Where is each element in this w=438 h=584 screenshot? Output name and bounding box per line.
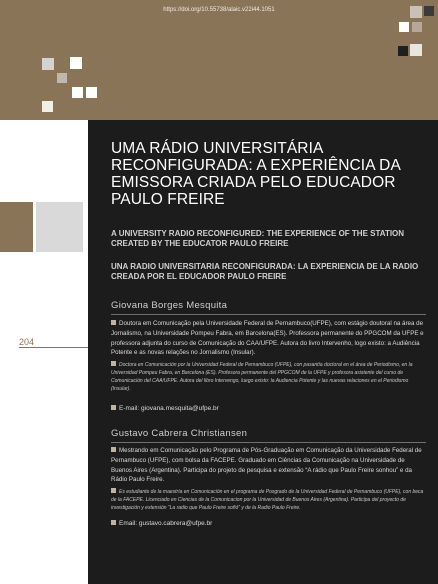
deco-square — [70, 57, 82, 69]
deco-square — [86, 87, 97, 98]
article-title: UMA RÁDIO UNIVERSITÁRIA RECONFIGURADA: A EXPERIÊNCIA DA EMISSORA CRIADA PELO EDUCADOR PAULO FREIRE — [111, 140, 401, 208]
author-divider — [111, 442, 426, 443]
author-bio-es — [111, 488, 426, 512]
author-bio-pt — [111, 319, 426, 358]
deco-square — [412, 22, 422, 32]
deco-square — [72, 87, 83, 98]
header-band — [0, 0, 438, 120]
author-name: Gustavo Cabrera Christiansen — [111, 428, 248, 439]
square-bullet-icon — [111, 520, 116, 525]
deco-square — [410, 6, 422, 18]
author-email — [111, 405, 426, 412]
article-title-spanish: UNA RADIO UNIVERSITARIA RECONFIGURADA: LA EXPERIENCIA DE LA RADIO CREADA POR EL EDUCADOR PAULO FREIRE — [111, 262, 419, 281]
article-title-english: A UNIVERSITY RADIO RECONFIGURED: THE EXPERIENCE OF THE STATION CREATED BY THE EDUCATOR PAULO FREIRE — [111, 229, 405, 248]
author-bio-es — [111, 361, 426, 393]
author-bio-es-text: Doctora en Comunicación por la Universidad Federal de Pernambuco (UFPE), con pasantía doctoral en el área de Periodismo, en la Universidad Pompeu Fabra, en Barcelona (ES). Profesora permanente del PPGCOM de la UFPE y profesora asistente del curso de Comunicación del CAA/UFPE. Autora del libro Intervengo, luego existo: la Audiencia Potente y las nuevas relaciones en el Periodismo (Insular). — [111, 362, 413, 392]
author-email-text[interactable]: Email: gustavo.cabrera@ufpe.br — [119, 520, 213, 527]
deco-square — [42, 58, 54, 70]
square-bullet-icon — [111, 320, 116, 325]
author-email-text[interactable]: E-mail: giovana.mesquita@ufpe.br — [119, 405, 219, 412]
author-bio-pt — [111, 446, 426, 485]
deco-square — [398, 46, 408, 56]
side-block-brown — [0, 202, 33, 252]
author-email — [111, 520, 426, 527]
page-number: 204 — [19, 337, 35, 347]
deco-square — [424, 6, 434, 16]
deco-square — [399, 22, 409, 32]
page-number-rule — [19, 347, 88, 348]
deco-square — [57, 73, 67, 83]
side-block-grey — [36, 202, 83, 252]
author-divider — [111, 314, 426, 315]
square-bullet-icon — [111, 405, 116, 410]
square-bullet-icon — [111, 447, 116, 452]
doi-link[interactable]: https://doi.org/10.55738/alaic.v22i44.1051 — [163, 7, 275, 13]
square-bullet-icon — [111, 361, 116, 366]
deco-square — [410, 44, 422, 56]
square-bullet-icon — [111, 488, 116, 493]
author-name: Giovana Borges Mesquita — [111, 300, 228, 311]
deco-square — [42, 101, 53, 112]
author-bio-es-text: Es estudiante de la maestría en Comunicación en el programa de Posgrado de la Universidad Federal de Pernambuco (UFPE), con beca de la FACEPE. Licenciado en Ciencias de la Comunicacion por la Universidad de Buenos Aires (Argentina). Participa del proyecto de investigación y extensión “La radio que Paulo Freire soñó” y de la Radio Paulo Freire. — [111, 489, 424, 511]
author-bio-pt-text: Mestrando em Comunicação pelo Programa de Pós-Graduação em Comunicação da Universidade Federal de Pernambuco (UFPE), com bolsa da FACEPE. Graduado em Ciências da Comunicação na Universidade de Buenos Aires (Argentina). Participa do projeto de pesquisa e extensão “A rádio que Paulo Freire sonhou” e da Rádio Paulo Freire. — [111, 447, 422, 484]
author-bio-pt-text: Doutora em Comunicação pela Universidade Federal de Pernambuco(UFPE), com estágio doutoral na área de Jornalismo, na Universidade Pompeu Fabra, em Barcelona(ES). Professora permanente do PPGCOM da UFPE e professora adjunta do curso de Comunicação do CAA/UFPE. Autora do livro Intervenho, logo existo: a Audiência Potente e as novas relações no Jornalismo (Insular). — [111, 320, 424, 357]
